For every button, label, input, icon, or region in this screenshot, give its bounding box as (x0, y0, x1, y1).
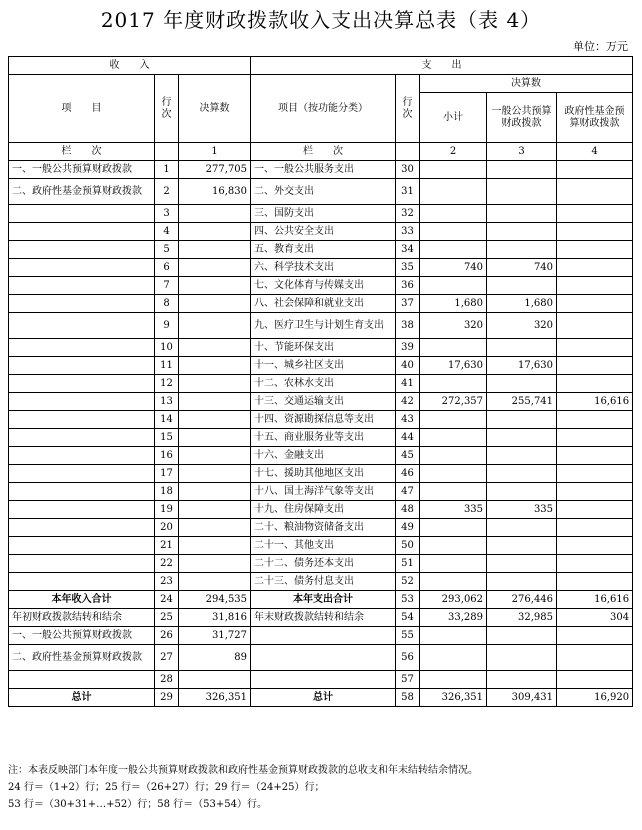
income-amount-cell (179, 393, 251, 411)
gov-fund-cell (557, 205, 633, 223)
table-row (9, 465, 633, 483)
expense-line-cell: 35 (396, 259, 420, 277)
income-amount-cell (179, 277, 251, 295)
income-amount-cell (179, 573, 251, 591)
income-item-cell (9, 313, 155, 339)
expense-line-cell: 38 (396, 313, 420, 339)
table-row (9, 295, 633, 313)
income-amount-cell (179, 411, 251, 429)
subtotal-cell (420, 447, 487, 465)
unit-label: 单位：万元 (573, 40, 628, 53)
footnote-line: 53 行＝（30+31+…+52）行；58 行＝（53+54）行。 (8, 799, 267, 810)
expense-line-cell: 46 (396, 465, 420, 483)
general-budget-cell: 335 (487, 501, 557, 519)
subtotal-cell (420, 375, 487, 393)
income-line-cell: 16 (155, 447, 179, 465)
income-line-cell: 17 (155, 465, 179, 483)
expense-line-cell: 49 (396, 519, 420, 537)
subtotal-cell (420, 205, 487, 223)
income-line-cell: 26 (155, 627, 179, 645)
income-item-cell: 本年收入合计 (9, 591, 155, 609)
subtotal-cell (420, 671, 487, 689)
subtotal-cell (420, 483, 487, 501)
table-row (9, 537, 633, 555)
expense-line-cell: 54 (396, 609, 420, 627)
general-budget-cell (487, 205, 557, 223)
income-item-cell: 一、一般公共预算财政拨款 (9, 627, 155, 645)
table-row (9, 429, 633, 447)
table-row (9, 357, 633, 375)
column-number-2: 2 (420, 143, 487, 161)
expense-line-cell: 42 (396, 393, 420, 411)
general-budget-cell (487, 483, 557, 501)
gov-fund-cell (557, 447, 633, 465)
income-line-cell: 9 (155, 313, 179, 339)
income-item-cell (9, 465, 155, 483)
income-line-cell: 12 (155, 375, 179, 393)
table-row (9, 609, 633, 627)
column-label-expense: 栏 次 (251, 143, 396, 161)
expense-line-cell: 51 (396, 555, 420, 573)
income-item-cell (9, 393, 155, 411)
income-amount-cell (179, 259, 251, 277)
expense-item-cell (251, 671, 396, 689)
table-row (9, 205, 633, 223)
general-budget-cell: 17,630 (487, 357, 557, 375)
subtotal-cell (420, 645, 487, 671)
income-line-cell: 21 (155, 537, 179, 555)
gov-fund-cell: 16,920 (557, 689, 633, 707)
general-budget-cell (487, 223, 557, 241)
expense-item-cell: 二十二、债务还本支出 (251, 555, 396, 573)
expense-item-cell (251, 645, 396, 671)
income-line-cell: 10 (155, 339, 179, 357)
page-title: 2017 年度财政拨款收入支出决算总表（表 4） (100, 8, 542, 32)
income-amount-cell: 89 (179, 645, 251, 671)
gov-fund-cell (557, 645, 633, 671)
general-budget-cell: 740 (487, 259, 557, 277)
gov-fund-cell (557, 483, 633, 501)
income-line-cell: 14 (155, 411, 179, 429)
income-item-cell: 总计 (9, 689, 155, 707)
column-number-4: 4 (557, 143, 633, 161)
table-row (9, 447, 633, 465)
gov-fund-cell (557, 671, 633, 689)
expense-line-header: 行次 (396, 75, 420, 143)
gov-fund-cell: 304 (557, 609, 633, 627)
income-item-cell (9, 411, 155, 429)
subtotal-cell (420, 429, 487, 447)
income-line-cell: 19 (155, 501, 179, 519)
expense-line-cell: 34 (396, 241, 420, 259)
expense-line-cell: 57 (396, 671, 420, 689)
subtotal-cell: 293,062 (420, 591, 487, 609)
income-item-cell (9, 537, 155, 555)
income-item-cell: 年初财政拨款结转和结余 (9, 609, 155, 627)
expense-item-cell: 十、节能环保支出 (251, 339, 396, 357)
expense-item-cell: 八、社会保障和就业支出 (251, 295, 396, 313)
subtotal-cell (420, 555, 487, 573)
gov-fund-cell (557, 223, 633, 241)
income-line-cell: 2 (155, 179, 179, 205)
expense-line-cell: 58 (396, 689, 420, 707)
subtotal-header: 小计 (420, 93, 487, 143)
table-row (9, 339, 633, 357)
table-row (9, 501, 633, 519)
expense-line-cell: 41 (396, 375, 420, 393)
gov-fund-cell (557, 465, 633, 483)
subtotal-cell (420, 241, 487, 259)
gov-fund-header: 政府性基金预算财政拨款 (557, 93, 633, 143)
column-label-income: 栏 次 (9, 143, 155, 161)
budget-table (8, 56, 633, 707)
expense-item-cell: 四、公共安全支出 (251, 223, 396, 241)
table-row (9, 573, 633, 591)
subtotal-cell: 272,357 (420, 393, 487, 411)
gov-fund-cell: 16,616 (557, 591, 633, 609)
income-line-cell: 20 (155, 519, 179, 537)
income-item-cell (9, 447, 155, 465)
subtotal-cell: 320 (420, 313, 487, 339)
income-amount-cell (179, 519, 251, 537)
table-row (9, 483, 633, 501)
income-item-cell (9, 483, 155, 501)
footnote-line: 注：本表反映部门本年度一般公共预算财政拨款和政府性基金预算财政拨款的总收支和年末结转结余情况。 (8, 765, 478, 776)
income-amount-cell: 31,727 (179, 627, 251, 645)
expense-item-cell: 本年支出合计 (251, 591, 396, 609)
gov-fund-cell (557, 573, 633, 591)
expense-item-header: 项目（按功能分类） (251, 75, 396, 143)
general-budget-cell (487, 519, 557, 537)
income-item-cell (9, 277, 155, 295)
general-budget-cell (487, 671, 557, 689)
expense-line-cell: 45 (396, 447, 420, 465)
income-line-cell: 7 (155, 277, 179, 295)
table-row (9, 259, 633, 277)
expense-item-cell: 五、教育支出 (251, 241, 396, 259)
income-amount-cell: 277,705 (179, 161, 251, 179)
income-amount-cell (179, 205, 251, 223)
income-line-header: 行次 (155, 75, 179, 143)
general-budget-cell: 32,985 (487, 609, 557, 627)
income-item-cell (9, 223, 155, 241)
subtotal-cell (420, 179, 487, 205)
table-row (9, 313, 633, 339)
subtotal-cell (420, 223, 487, 241)
expense-item-cell: 二十、粮油物资储备支出 (251, 519, 396, 537)
expense-item-cell: 七、文化体育与传媒支出 (251, 277, 396, 295)
subtotal-cell (420, 411, 487, 429)
income-item-cell (9, 259, 155, 277)
income-line-cell: 22 (155, 555, 179, 573)
expense-item-cell: 十二、农林水支出 (251, 375, 396, 393)
expense-line-cell: 52 (396, 573, 420, 591)
expense-item-cell: 十三、交通运输支出 (251, 393, 396, 411)
gov-fund-cell (557, 501, 633, 519)
table-row (9, 645, 633, 671)
expense-item-cell: 十四、资源勘探信息等支出 (251, 411, 396, 429)
expense-item-cell: 三、国防支出 (251, 205, 396, 223)
general-budget-cell (487, 645, 557, 671)
income-line-cell: 6 (155, 259, 179, 277)
general-budget-cell: 309,431 (487, 689, 557, 707)
income-amount-cell: 16,830 (179, 179, 251, 205)
subtotal-cell (420, 465, 487, 483)
income-line-cell: 5 (155, 241, 179, 259)
income-item-cell: 二、政府性基金预算财政拨款 (9, 179, 155, 205)
income-amount-cell (179, 447, 251, 465)
table-row (9, 393, 633, 411)
income-amount-cell: 326,351 (179, 689, 251, 707)
subtotal-cell (420, 277, 487, 295)
general-budget-cell (487, 339, 557, 357)
income-amount-cell (179, 339, 251, 357)
expense-line-cell: 40 (396, 357, 420, 375)
expense-item-cell: 二十一、其他支出 (251, 537, 396, 555)
income-line-cell: 8 (155, 295, 179, 313)
income-item-header: 项 目 (9, 75, 155, 143)
general-budget-cell: 255,741 (487, 393, 557, 411)
gov-fund-cell (557, 357, 633, 375)
subtotal-cell (420, 339, 487, 357)
income-item-cell (9, 339, 155, 357)
gov-fund-cell (557, 375, 633, 393)
income-item-cell: 二、政府性基金预算财政拨款 (9, 645, 155, 671)
income-amount-cell: 31,816 (179, 609, 251, 627)
income-line-cell: 18 (155, 483, 179, 501)
column-number-3: 3 (487, 143, 557, 161)
general-budget-cell (487, 537, 557, 555)
subtotal-cell (420, 573, 487, 591)
gov-fund-cell (557, 161, 633, 179)
income-amount-cell (179, 223, 251, 241)
general-budget-header: 一般公共预算财政拨款 (487, 93, 557, 143)
table-row (9, 555, 633, 573)
income-line-cell: 13 (155, 393, 179, 411)
expense-line-cell: 39 (396, 339, 420, 357)
table-row (9, 223, 633, 241)
gov-fund-cell (557, 339, 633, 357)
income-amount-cell (179, 295, 251, 313)
income-line-cell: 11 (155, 357, 179, 375)
table-row (9, 671, 633, 689)
expense-line-cell: 43 (396, 411, 420, 429)
expense-line-cell: 36 (396, 277, 420, 295)
income-item-cell: 一、一般公共预算财政拨款 (9, 161, 155, 179)
income-item-cell (9, 429, 155, 447)
general-budget-cell (487, 241, 557, 259)
income-item-cell (9, 573, 155, 591)
subtotal-cell: 335 (420, 501, 487, 519)
income-amount-cell (179, 357, 251, 375)
income-item-cell (9, 555, 155, 573)
table-row (9, 161, 633, 179)
income-line-cell: 3 (155, 205, 179, 223)
income-line-cell: 23 (155, 573, 179, 591)
gov-fund-cell (557, 259, 633, 277)
income-amount-cell (179, 313, 251, 339)
expense-line-cell: 47 (396, 483, 420, 501)
income-amount-cell (179, 375, 251, 393)
expense-line-cell: 31 (396, 179, 420, 205)
table-row (9, 411, 633, 429)
expense-final-header: 决算数 (420, 75, 633, 93)
income-line-cell: 27 (155, 645, 179, 671)
general-budget-cell (487, 277, 557, 295)
table-row (9, 375, 633, 393)
expense-item-cell: 十六、金融支出 (251, 447, 396, 465)
footnote-line: 24 行＝（1+2）行；25 行＝（26+27）行；29 行＝（24+25）行； (8, 782, 325, 793)
gov-fund-cell (557, 411, 633, 429)
expense-line-cell: 32 (396, 205, 420, 223)
table-row (9, 689, 633, 707)
income-item-cell (9, 241, 155, 259)
expense-line-cell: 30 (396, 161, 420, 179)
gov-fund-cell (557, 241, 633, 259)
general-budget-cell (487, 411, 557, 429)
gov-fund-cell (557, 313, 633, 339)
expense-item-cell (251, 627, 396, 645)
subtotal-cell (420, 161, 487, 179)
general-budget-cell (487, 375, 557, 393)
gov-fund-cell: 16,616 (557, 393, 633, 411)
expense-item-cell: 十九、住房保障支出 (251, 501, 396, 519)
income-amount-cell (179, 555, 251, 573)
gov-fund-cell (557, 277, 633, 295)
income-line-cell: 15 (155, 429, 179, 447)
expense-item-cell: 十一、城乡社区支出 (251, 357, 396, 375)
subtotal-cell: 1,680 (420, 295, 487, 313)
income-item-cell (9, 519, 155, 537)
income-line-cell: 29 (155, 689, 179, 707)
income-amount-cell (179, 429, 251, 447)
subtotal-cell: 740 (420, 259, 487, 277)
table-row (9, 241, 633, 259)
income-line-cell: 24 (155, 591, 179, 609)
expense-item-cell: 十八、国土海洋气象等支出 (251, 483, 396, 501)
gov-fund-cell (557, 627, 633, 645)
general-budget-cell (487, 573, 557, 591)
income-amount-cell (179, 537, 251, 555)
expense-line-cell: 53 (396, 591, 420, 609)
subtotal-cell: 326,351 (420, 689, 487, 707)
general-budget-cell (487, 179, 557, 205)
expense-line-cell: 50 (396, 537, 420, 555)
income-amount-cell (179, 241, 251, 259)
gov-fund-cell (557, 429, 633, 447)
income-item-cell (9, 671, 155, 689)
general-budget-cell: 320 (487, 313, 557, 339)
expense-item-cell: 总计 (251, 689, 396, 707)
income-item-cell (9, 357, 155, 375)
subtotal-cell: 33,289 (420, 609, 487, 627)
expense-line-cell: 33 (396, 223, 420, 241)
expense-line-cell: 44 (396, 429, 420, 447)
gov-fund-cell (557, 295, 633, 313)
expense-header: 支 出 (251, 57, 633, 75)
table-row (9, 179, 633, 205)
expense-item-cell: 十七、援助其他地区支出 (251, 465, 396, 483)
expense-line-cell: 56 (396, 645, 420, 671)
table-row (9, 627, 633, 645)
gov-fund-cell (557, 519, 633, 537)
expense-item-cell: 年末财政拨款结转和结余 (251, 609, 396, 627)
income-amount-cell (179, 501, 251, 519)
income-line-cell: 1 (155, 161, 179, 179)
general-budget-cell (487, 627, 557, 645)
income-line-cell: 28 (155, 671, 179, 689)
expense-line-cell: 37 (396, 295, 420, 313)
footnotes (8, 762, 634, 813)
gov-fund-cell (557, 555, 633, 573)
income-item-cell (9, 375, 155, 393)
table-row (9, 591, 633, 609)
subtotal-cell (420, 519, 487, 537)
subtotal-cell (420, 627, 487, 645)
income-header: 收 入 (9, 57, 251, 75)
expense-line-cell: 55 (396, 627, 420, 645)
general-budget-cell: 1,680 (487, 295, 557, 313)
income-amount-header: 决算数 (179, 75, 251, 143)
expense-item-cell: 二十三、债务付息支出 (251, 573, 396, 591)
income-amount-cell (179, 465, 251, 483)
gov-fund-cell (557, 179, 633, 205)
expense-item-cell: 十五、商业服务业等支出 (251, 429, 396, 447)
subtotal-cell: 17,630 (420, 357, 487, 375)
income-item-cell (9, 205, 155, 223)
income-item-cell (9, 501, 155, 519)
expense-item-cell: 一、一般公共服务支出 (251, 161, 396, 179)
expense-line-cell: 48 (396, 501, 420, 519)
income-item-cell (9, 295, 155, 313)
income-amount-cell: 294,535 (179, 591, 251, 609)
income-line-cell: 25 (155, 609, 179, 627)
column-number-1: 1 (179, 143, 251, 161)
subtotal-cell (420, 537, 487, 555)
general-budget-cell (487, 161, 557, 179)
expense-item-cell: 六、科学技术支出 (251, 259, 396, 277)
income-amount-cell (179, 483, 251, 501)
general-budget-cell (487, 429, 557, 447)
expense-item-cell: 二、外交支出 (251, 179, 396, 205)
income-line-cell: 4 (155, 223, 179, 241)
general-budget-cell (487, 465, 557, 483)
table-row (9, 277, 633, 295)
income-amount-cell (179, 671, 251, 689)
gov-fund-cell (557, 537, 633, 555)
table-row (9, 519, 633, 537)
expense-item-cell: 九、医疗卫生与计划生育支出 (251, 313, 396, 339)
general-budget-cell (487, 555, 557, 573)
general-budget-cell: 276,446 (487, 591, 557, 609)
general-budget-cell (487, 447, 557, 465)
